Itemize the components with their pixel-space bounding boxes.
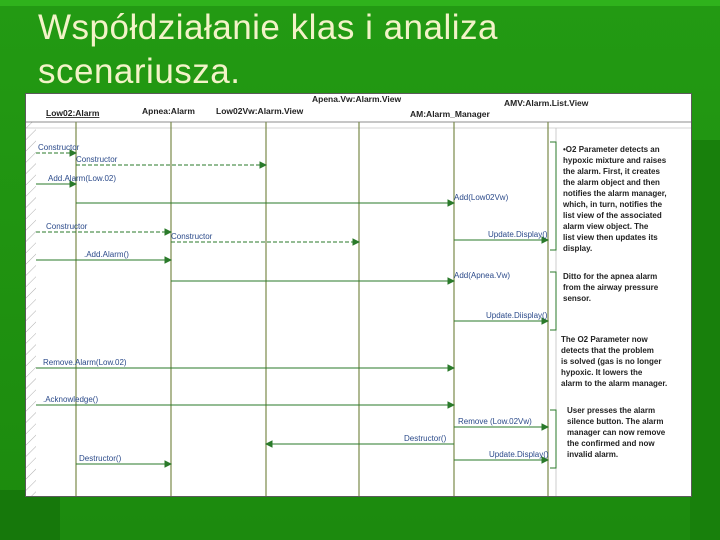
message-label: Destructor() — [404, 434, 447, 443]
note-line: list view of the associated — [563, 211, 662, 220]
message-label: Remove.Alarm(Low.02) — [43, 358, 127, 367]
note-line: alarm view object. The — [563, 222, 649, 231]
message-label: Update.Diisplay() — [486, 311, 548, 320]
note-line: the confirmed and now — [567, 439, 655, 448]
message-label: Add(Apnea.Vw) — [454, 271, 511, 280]
note-line: hypoxic. It lowers the — [561, 368, 643, 377]
note-line: which, in turn, notifies the — [563, 200, 663, 209]
message-label: .Acknowledge() — [43, 395, 99, 404]
note-bracket — [550, 272, 556, 330]
message-label: Constructor — [76, 155, 118, 164]
message-label: Constructor — [171, 232, 213, 241]
message-label: Constructor — [38, 143, 80, 152]
note-line: the alarm object and then — [563, 178, 660, 187]
object-amv: AMV:Alarm.List.View — [504, 98, 589, 108]
note-line: display. — [563, 244, 593, 253]
note-line: detects that the problem — [561, 346, 654, 355]
message-label: Constructor — [46, 222, 88, 231]
system-border-hatch — [26, 122, 36, 496]
note-line: The O2 Parameter now — [561, 335, 648, 344]
note-line: alarm to the alarm manager. — [561, 379, 668, 388]
note-line: manager can now remove — [567, 428, 666, 437]
note-bracket — [550, 142, 556, 250]
message-label: Destructor() — [79, 454, 122, 463]
slide-title: Współdziałanie klas i analiza scenariusza. — [38, 8, 498, 91]
note-line: notifies the alarm manager, — [563, 189, 667, 198]
note-line: the alarm. First, it creates — [563, 167, 660, 176]
note-line: Ditto for the apnea alarm — [563, 272, 658, 281]
message-label: Remove (Low.02Vw) — [458, 417, 532, 426]
note-4 — [567, 406, 666, 459]
note-line: from the airway pressure — [563, 283, 659, 292]
object-apneaalarm: Apnea:Alarm — [142, 106, 195, 116]
sequence-diagram — [25, 93, 692, 497]
note-bracket — [550, 410, 556, 468]
object-am: AM:Alarm_Manager — [410, 109, 490, 119]
note-line: User presses the alarm — [567, 406, 656, 415]
note-line: •O2 Parameter detects an — [563, 145, 660, 154]
message-label: Add(Low02Vw) — [454, 193, 509, 202]
note-line: sensor. — [563, 294, 592, 303]
note-line: hypoxic mixture and raises — [563, 156, 667, 165]
note-3 — [561, 335, 667, 388]
message-label: Update.Display() — [489, 450, 549, 459]
object-low02alarm: Low02:Alarm — [46, 108, 100, 118]
message-label: .Add.Alarm() — [84, 250, 129, 259]
note-line: list view then updates its — [563, 233, 658, 242]
note-line: is solved (gas is no longer — [561, 357, 662, 366]
message-label: Add.Alarm(Low.02) — [48, 174, 117, 183]
message-label: Update.Display() — [488, 230, 548, 239]
note-1 — [562, 145, 667, 253]
note-line: silence button. The alarm — [567, 417, 664, 426]
slide-accent-right — [690, 140, 720, 540]
object-low02vw: Low02Vw:Alarm.View — [216, 106, 304, 116]
sequence-diagram-canvas — [26, 94, 691, 496]
note-2 — [563, 272, 659, 303]
note-line: invalid alarm. — [567, 450, 619, 459]
object-apenavw: Apena.Vw:Alarm.View — [312, 94, 402, 104]
